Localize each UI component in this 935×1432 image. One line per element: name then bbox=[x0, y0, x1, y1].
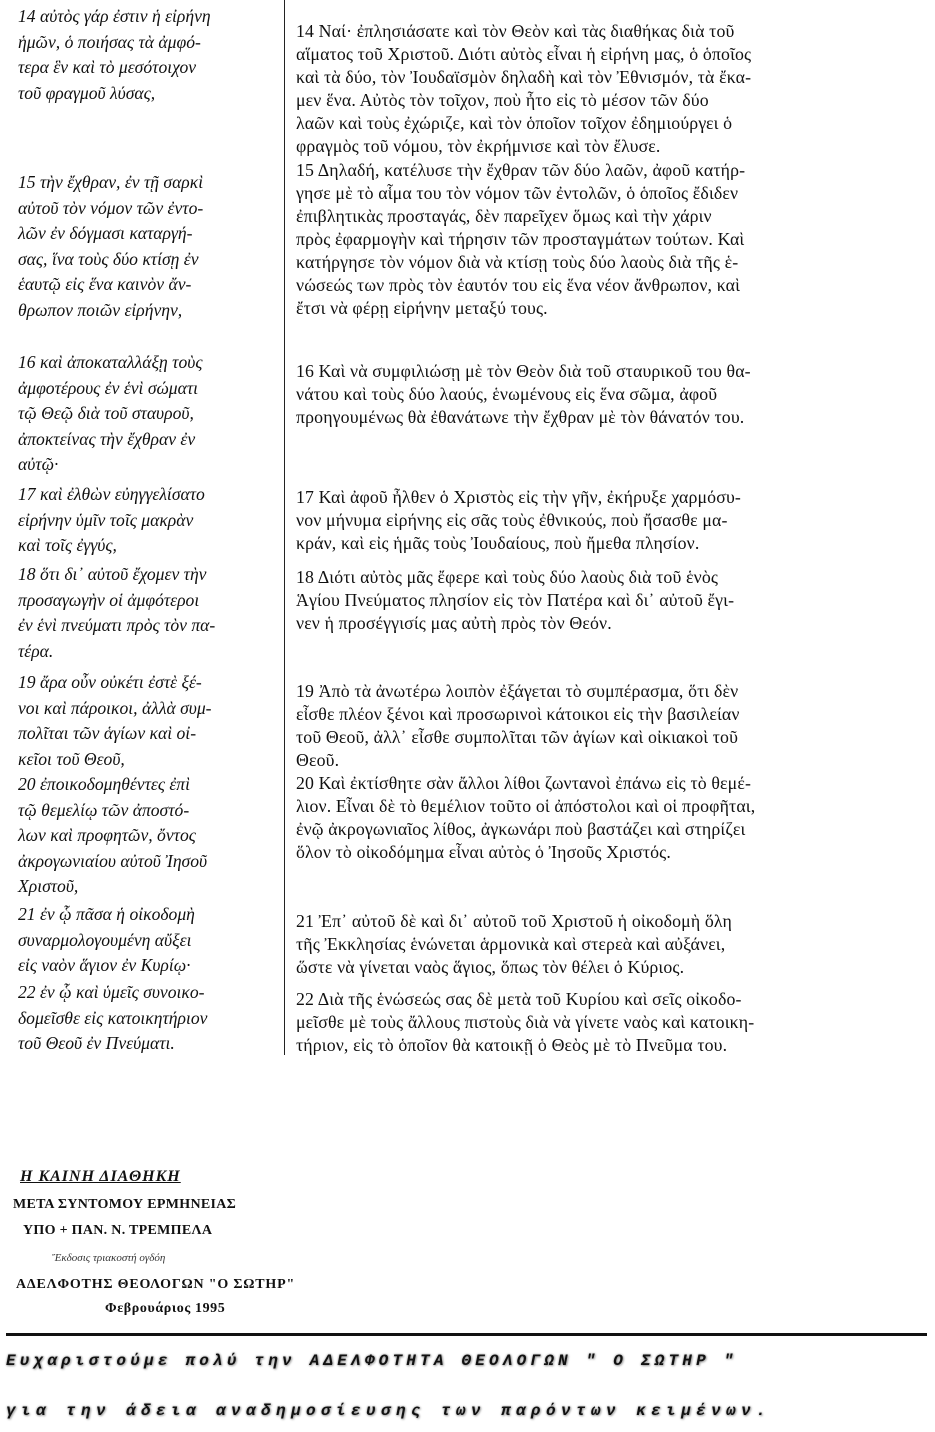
text-line: κατήργησε τὸν νόμον διὰ νὰ κτίσῃ τοὺς δύο λαοὺς διὰ τῆς ἑ- bbox=[296, 252, 739, 272]
commentary-verse-20 bbox=[296, 772, 755, 864]
text-line: εἶσθε πλέον ξένοι καὶ προσωρινοὶ κάτοικοι εἰς τὴν βασιλείαν bbox=[296, 704, 740, 724]
original-verse-14 bbox=[18, 4, 211, 106]
text-line: τήριον, εἰς τὸ ὁποῖον θὰ κατοικῇ ὁ Θεὸς μὲ τὸ Πνεῦμα του. bbox=[296, 1035, 728, 1055]
colophon-edition: Ἔκδοσις τριακοστή ογδόη bbox=[52, 1252, 166, 1264]
commentary-verse-17 bbox=[296, 486, 741, 555]
text-line: εἰς ναὸν ἅγιον ἐν Κυρίῳ· bbox=[18, 955, 191, 976]
text-line: λιον. Εἶναι δὲ τὸ θεμέλιον τοῦτο οἱ ἀπόστολοι καὶ οἱ προφῆται, bbox=[296, 796, 756, 816]
text-line: τῷ θεμελίῳ τῶν ἀποστό- bbox=[18, 799, 190, 820]
text-line: σας, ἵνα τοὺς δύο κτίσῃ ἐν bbox=[18, 248, 199, 269]
commentary-verse-16 bbox=[296, 360, 751, 429]
text-line: νεν ἡ προσέγγισίς μας αὐτὴ πρὸς τὸν Θεόν. bbox=[296, 613, 612, 633]
text-line: 18 Διότι αὐτὸς μᾶς ἔφερε καὶ τοὺς δύο λαοὺς διὰ τοῦ ἑνὸς bbox=[296, 567, 719, 587]
text-line: ἀκρογωνιαίου αὐτοῦ Ἰησοῦ bbox=[18, 850, 208, 871]
original-verse-17 bbox=[18, 482, 205, 559]
text-line: ἐπιβλητικὰς προσταγάς, δὲν παρεῖχεν ὅμως καὶ τὴν χάριν bbox=[296, 206, 712, 226]
original-verse-15 bbox=[18, 170, 203, 324]
text-line: φραγμὸς τοῦ νόμου, τὸν ἐκρήμνισε καὶ τὸν ἔλυσε. bbox=[296, 136, 661, 156]
text-line: νοι καὶ πάροικοι, ἀλλὰ συμ- bbox=[18, 697, 212, 718]
text-line: 16 Καὶ νὰ συμφιλιώσῃ μὲ τὸν Θεὸν διὰ τοῦ σταυρικοῦ του θα- bbox=[296, 361, 751, 381]
colophon-subtitle: ΜΕΤΑ ΣΥΝΤΟΜΟΥ ΕΡΜΗΝΕΙΑΣ bbox=[13, 1197, 237, 1212]
commentary-verse-15 bbox=[296, 159, 745, 320]
commentary-verse-19 bbox=[296, 680, 740, 772]
horizontal-rule bbox=[6, 1333, 927, 1336]
text-line: γησε μὲ τὸ αἷμα του τὸν νόμον τῶν ἐντολῶν, ὁ ὁποῖος ἔδιδεν bbox=[296, 183, 739, 203]
original-verse-22 bbox=[18, 980, 207, 1057]
text-line: λῶν ἐν δόγμασι καταργή- bbox=[18, 223, 193, 244]
text-line: συναρμολογουμένη αὔξει bbox=[18, 929, 192, 950]
text-line: τῷ Θεῷ διὰ τοῦ σταυροῦ, bbox=[18, 403, 194, 424]
original-verse-21 bbox=[18, 902, 195, 979]
text-line: 14 αὐτὸς γάρ ἐστιν ἡ εἰρήνη bbox=[18, 6, 211, 26]
text-line: τοῦ Θεοῦ, ἀλλ᾿ εἶσθε συμπολῖται τῶν ἁγίων καὶ οἰκιακοὶ τοῦ bbox=[296, 727, 739, 747]
text-line: 20 ἐποικοδομηθέντες ἐπὶ bbox=[18, 774, 190, 794]
text-line: 20 Καὶ ἐκτίσθητε σὰν ἄλλοι λίθοι ζωντανοὶ ἐπάνω εἰς τὸ θεμέ- bbox=[296, 773, 752, 793]
commentary-verse-14 bbox=[296, 20, 751, 158]
text-line: ἔτσι νὰ φέρῃ εἰρήνην μεταξύ τους. bbox=[296, 298, 548, 318]
text-line: τοῦ φραγμοῦ λύσας, bbox=[18, 82, 156, 103]
text-line: κεῖοι τοῦ Θεοῦ, bbox=[18, 748, 125, 769]
text-line: 17 Καὶ ἀφοῦ ἦλθεν ὁ Χριστὸς εἰς τὴν γῆν, ἐκήρυξε χαρμόσυ- bbox=[296, 487, 741, 507]
colophon-title: Η ΚΑΙΝΗ ΔΙΑΘΗΚΗ bbox=[20, 1168, 181, 1185]
commentary-verse-21 bbox=[296, 910, 732, 979]
original-verse-16 bbox=[18, 350, 202, 478]
text-line: καὶ τὰ δύο, τὸν Ἰουδαϊσμὸν δηλαδὴ καὶ τὸν Ἐθνισμόν, τὰ ἔκα- bbox=[296, 67, 752, 87]
text-line: ἀμφοτέρους ἐν ἑνὶ σώματι bbox=[18, 377, 199, 398]
text-line: καὶ τοῖς ἐγγύς, bbox=[18, 535, 117, 556]
text-line: ὥστε νὰ γίνεται ναὸς ἅγιος, ὅπως τὸν θέλει ὁ Κύριος. bbox=[296, 957, 685, 977]
text-line: λων καὶ προφητῶν, ὄντος bbox=[18, 825, 196, 846]
text-line: αὐτοῦ τὸν νόμον τῶν ἐντο- bbox=[18, 197, 204, 218]
text-line: αἵματος τοῦ Χριστοῦ. Διότι αὐτὸς εἶναι ἡ εἰρήνη μας, ὁ ὁποῖος bbox=[296, 44, 752, 64]
text-line: τοῦ Θεοῦ ἐν Πνεύματι. bbox=[18, 1033, 175, 1054]
text-line: ἐν ἑνὶ πνεύματι πρὸς τὸν πα- bbox=[18, 615, 216, 636]
text-line: Ἁγίου Πνεύματος πλησίον εἰς τὸν Πατέρα καὶ δι᾿ αὐτοῦ ἔγι- bbox=[296, 590, 735, 610]
text-line: 16 καὶ ἀποκαταλλάξῃ τοὺς bbox=[18, 352, 203, 372]
text-line: προηγουμένως θὰ ἐθανάτωνε τὴν ἔχθραν μὲ τὸν θάνατόν του. bbox=[296, 407, 745, 427]
text-line: δομεῖσθε εἰς κατοικητήριον bbox=[18, 1007, 208, 1028]
text-line: 14 Ναί· ἐπλησιάσατε καὶ τὸν Θεὸν καὶ τὰς διαθήκας διὰ τοῦ bbox=[296, 21, 735, 41]
original-verse-18 bbox=[18, 562, 215, 664]
text-line: 21 Ἐπ᾿ αὐτοῦ δὲ καὶ δι᾿ αὐτοῦ τοῦ Χριστοῦ ἡ οἰκοδομὴ ὅλη bbox=[296, 911, 732, 931]
text-line: νώσεώς των πρὸς τὸν ἑαυτόν του εἰς ἕνα νέον ἄνθρωπον, καὶ bbox=[296, 275, 741, 295]
text-line: 19 ἄρα οὖν οὐκέτι ἐστὲ ξέ- bbox=[18, 672, 202, 692]
text-line: μεν ἕνα. Αὐτὸς τὸν τοῖχον, ποὺ ἦτο εἰς τὸ μέσον τῶν δύο bbox=[296, 90, 709, 110]
commentary-verse-18 bbox=[296, 566, 734, 635]
text-line: 17 καὶ ἐλθὼν εὐηγγελίσατο bbox=[18, 484, 205, 504]
text-line: 15 τὴν ἔχθραν, ἐν τῇ σαρκὶ bbox=[18, 172, 204, 192]
text-line: νάτου καὶ τοὺς δύο λαούς, ἑνωμένους εἰς ἕνα σῶμα, ἀφοῦ bbox=[296, 384, 718, 404]
text-line: ἑαυτῷ εἰς ἕνα καινὸν ἄν- bbox=[18, 274, 192, 295]
text-line: τῆς Ἐκκλησίας ἑνώνεται ἁρμονικὰ καὶ στερεὰ καὶ αὐξάνει, bbox=[296, 934, 726, 954]
text-line: αὐτῷ· bbox=[18, 454, 59, 475]
text-line: 22 ἐν ᾧ καὶ ὑμεῖς συνοικο- bbox=[18, 982, 205, 1002]
text-line: τέρα. bbox=[18, 640, 54, 661]
text-line: προσαγωγὴν οἱ ἀμφότεροι bbox=[18, 589, 200, 610]
text-line: πολῖται τῶν ἁγίων καὶ οἰ- bbox=[18, 723, 197, 744]
text-line: μεῖσθε μὲ τοὺς ἄλλους πιστοὺς διὰ νὰ γίνετε ναὸς καὶ κατοικη- bbox=[296, 1012, 755, 1032]
text-line: πρὸς ἐφαρμογὴν καὶ τήρησιν τῶν προσταγμάτων τούτων. Καὶ bbox=[296, 229, 745, 249]
commentary-verse-22 bbox=[296, 988, 754, 1057]
colophon-date: Φεβρουάριος 1995 bbox=[105, 1301, 226, 1316]
text-line: ἡμῶν, ὁ ποιήσας τὰ ἀμφό- bbox=[18, 31, 201, 52]
column-divider bbox=[284, 0, 285, 1055]
text-line: τερα ἓν καὶ τὸ μεσότοιχον bbox=[18, 57, 197, 78]
text-line: Θεοῦ. bbox=[296, 750, 340, 770]
text-line: νον μήνυμα εἰρήνης εἰς σᾶς τοὺς ἐθνικούς, ποὺ ἤσασθε μα- bbox=[296, 510, 728, 530]
text-line: 19 Ἀπὸ τὰ ἀνωτέρω λοιπὸν ἐξάγεται τὸ συμπέρασμα, ὅτι δὲν bbox=[296, 681, 739, 701]
acknowledgement-line-1: Ευχαριστούμε πολύ την ΑΔΕΛΦΟΤΗΤΑ ΘΕΟΛΟΓΩΝ " Ο ΣΩΤΗΡ " bbox=[6, 1352, 738, 1370]
text-line: ὅλον τὸ οἰκοδόμημα εἶναι αὐτὸς ὁ Ἰησοῦς Χριστός. bbox=[296, 842, 671, 862]
text-line: 21 ἐν ᾧ πᾶσα ἡ οἰκοδομὴ bbox=[18, 904, 195, 924]
colophon-publisher: ΑΔΕΛΦΟΤΗΣ ΘΕΟΛΟΓΩΝ "Ο ΣΩΤΗΡ" bbox=[16, 1277, 296, 1292]
text-line: Χριστοῦ, bbox=[18, 876, 79, 897]
original-verse-19 bbox=[18, 670, 212, 772]
original-verse-20 bbox=[18, 772, 207, 900]
text-line: εἰρήνην ὑμῖν τοῖς μακρὰν bbox=[18, 509, 194, 530]
text-line: κράν, καὶ εἰς ἡμᾶς τοὺς Ἰουδαίους, ποὺ ἤμεθα πλησίον. bbox=[296, 533, 700, 553]
text-line: 15 Δηλαδή, κατέλυσε τὴν ἔχθραν τῶν δύο λαῶν, ἀφοῦ κατήρ- bbox=[296, 160, 746, 180]
text-line: ἀποκτείνας τὴν ἔχθραν ἐν bbox=[18, 428, 196, 449]
text-line: θρωπον ποιῶν εἰρήνην, bbox=[18, 299, 183, 320]
text-line: 18 ὅτι δι᾿ αὐτοῦ ἔχομεν τὴν bbox=[18, 564, 207, 584]
text-line: λαῶν καὶ τοὺς ἐχώριζε, καὶ τὸν ὁποῖον τοῖχον ἐδημιούργει ὁ bbox=[296, 113, 733, 133]
text-line: ἐνῷ ἀκρογωνιαῖος λίθος, ἀγκωνάρι ποὺ βαστάζει καὶ στηρίζει bbox=[296, 819, 746, 839]
acknowledgement-line-2: για την άδεια αναδημοσίευσης των παρόντων κειμένων. bbox=[6, 1402, 772, 1420]
text-line: 22 Διὰ τῆς ἑνώσεώς σας δὲ μετὰ τοῦ Κυρίου καὶ σεῖς οἰκοδο- bbox=[296, 989, 742, 1009]
colophon-author: ΥΠΟ + ΠΑΝ. Ν. ΤΡΕΜΠΕΛΑ bbox=[23, 1223, 213, 1238]
